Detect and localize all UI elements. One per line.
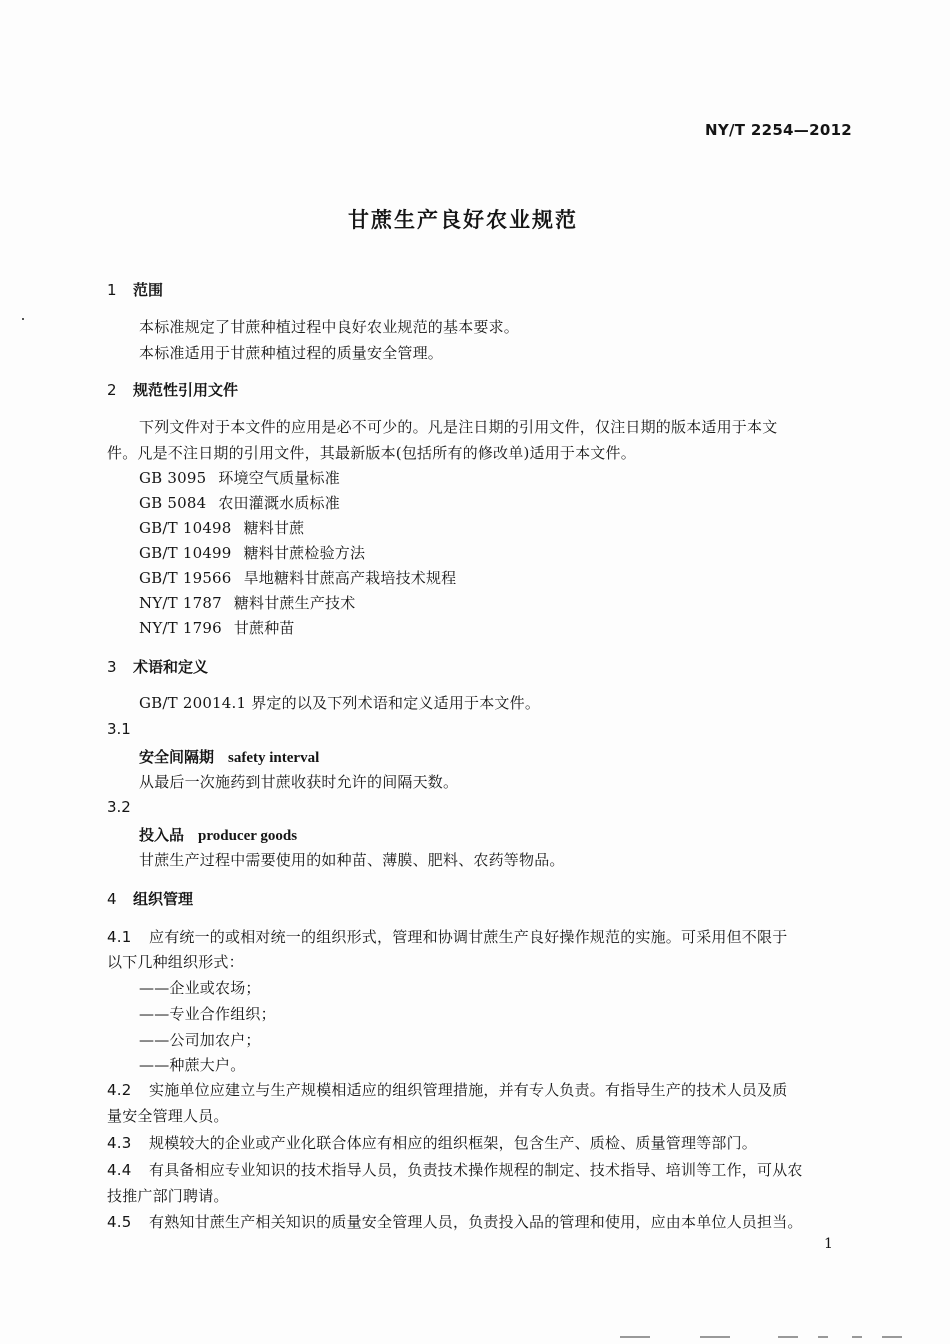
term-english: safety interval [228,750,320,766]
reference-name: 糖料甘蔗检验方法 [243,544,366,562]
reference-name: 甘蔗种苗 [233,619,295,637]
subsection-number: 3.2 [107,798,131,816]
term-entry [139,824,297,845]
term-english: producer goods [198,828,298,844]
list-item: ——公司加农户； [139,1031,261,1049]
section-4-heading [107,888,193,909]
reference-name: 糖料甘蔗生产技术 [233,594,356,612]
reference-item [139,592,355,613]
paragraph: GB/T 20014.1 界定的以及下列术语和定义适用于本文件。 [139,694,541,712]
scan-edge-marks [620,1336,920,1339]
section-title: 术语和定义 [133,658,209,676]
term-definition: 从最后一次施药到甘蔗收获时允许的间隔天数。 [139,773,459,791]
scan-speck [22,318,24,320]
standard-number: NY/T 2254—2012 [705,121,853,139]
section-2-heading [107,379,238,400]
reference-item [139,492,340,513]
clause-text: 有熟知甘蔗生产相关知识的质量安全管理人员，负责投入品的管理和使用，应由本单位人员担当。 [149,1213,803,1231]
section-1-heading [107,279,163,300]
reference-item [139,542,365,563]
section-title: 规范性引用文件 [133,381,239,399]
reference-item [139,467,340,488]
reference-code: GB/T 10498 [139,519,232,537]
reference-code: GB/T 10499 [139,544,232,562]
clause-4-2 [107,1079,787,1100]
list-item: ——种蔗大户。 [139,1056,246,1074]
paragraph: 下列文件对于本文件的应用是必不可少的。凡是注日期的引用文件，仅注日期的版本适用于本文 [139,418,778,436]
reference-item [139,517,304,538]
clause-text: 实施单位应建立与生产规模相适应的组织管理措施，并有专人负责。有指导生产的技术人员及质 [149,1081,788,1099]
clause-number: 4.1 [107,928,132,946]
clause-4-5 [107,1211,803,1232]
section-title: 组织管理 [133,890,194,908]
paragraph: 本标准规定了甘蔗种植过程中良好农业规范的基本要求。 [139,318,520,336]
paragraph: 本标准适用于甘蔗种植过程的质量安全管理。 [139,344,444,362]
term-chinese: 投入品 [139,826,185,844]
reference-code: GB 5084 [139,494,207,512]
reference-item [139,567,456,588]
clause-number: 4.4 [107,1161,132,1179]
reference-item [139,617,295,638]
subsection-number: 3.1 [107,720,131,738]
clause-continuation: 量安全管理人员。 [107,1107,229,1125]
clause-4-3 [107,1132,757,1153]
section-number: 4 [107,890,117,908]
clause-continuation: 以下几种组织形式： [107,953,244,971]
reference-name: 糖料甘蔗 [243,519,305,537]
term-entry [139,746,319,767]
list-item: ——企业或农场； [139,979,261,997]
section-3-heading [107,656,208,677]
clause-number: 4.5 [107,1213,132,1231]
reference-code: NY/T 1796 [139,619,222,637]
section-number: 1 [107,281,117,299]
term-definition: 甘蔗生产过程中需要使用的如种苗、薄膜、肥料、农药等物品。 [139,851,565,869]
reference-code: GB 3095 [139,469,207,487]
clause-number: 4.3 [107,1134,132,1152]
reference-name: 农田灌溉水质标准 [218,494,340,512]
reference-code: GB/T 19566 [139,569,232,587]
page-number: 1 [824,1236,833,1252]
term-chinese: 安全间隔期 [139,748,215,766]
clause-4-4 [107,1159,803,1180]
document-title: 甘蔗生产良好农业规范 [348,208,578,232]
clause-text: 应有统一的或相对统一的组织形式，管理和协调甘蔗生产良好操作规范的实施。可采用但不限于 [149,928,788,946]
clause-text: 规模较大的企业或产业化联合体应有相应的组织框架，包含生产、质检、质量管理等部门。 [149,1134,758,1152]
section-number: 3 [107,658,117,676]
clause-4-1 [107,926,787,947]
reference-code: NY/T 1787 [139,594,222,612]
clause-text: 有具备相应专业知识的技术指导人员，负责技术操作规程的制定、技术指导、培训等工作，可从农 [149,1161,803,1179]
clause-continuation: 技推广部门聘请。 [107,1187,229,1205]
reference-name: 环境空气质量标准 [218,469,340,487]
list-item: ——专业合作组织； [139,1005,276,1023]
reference-name: 旱地糖料甘蔗高产栽培技术规程 [243,569,457,587]
paragraph: 件。凡是不注日期的引用文件，其最新版本(包括所有的修改单)适用于本文件。 [107,444,636,462]
section-number: 2 [107,381,117,399]
clause-number: 4.2 [107,1081,132,1099]
section-title: 范围 [133,281,164,299]
